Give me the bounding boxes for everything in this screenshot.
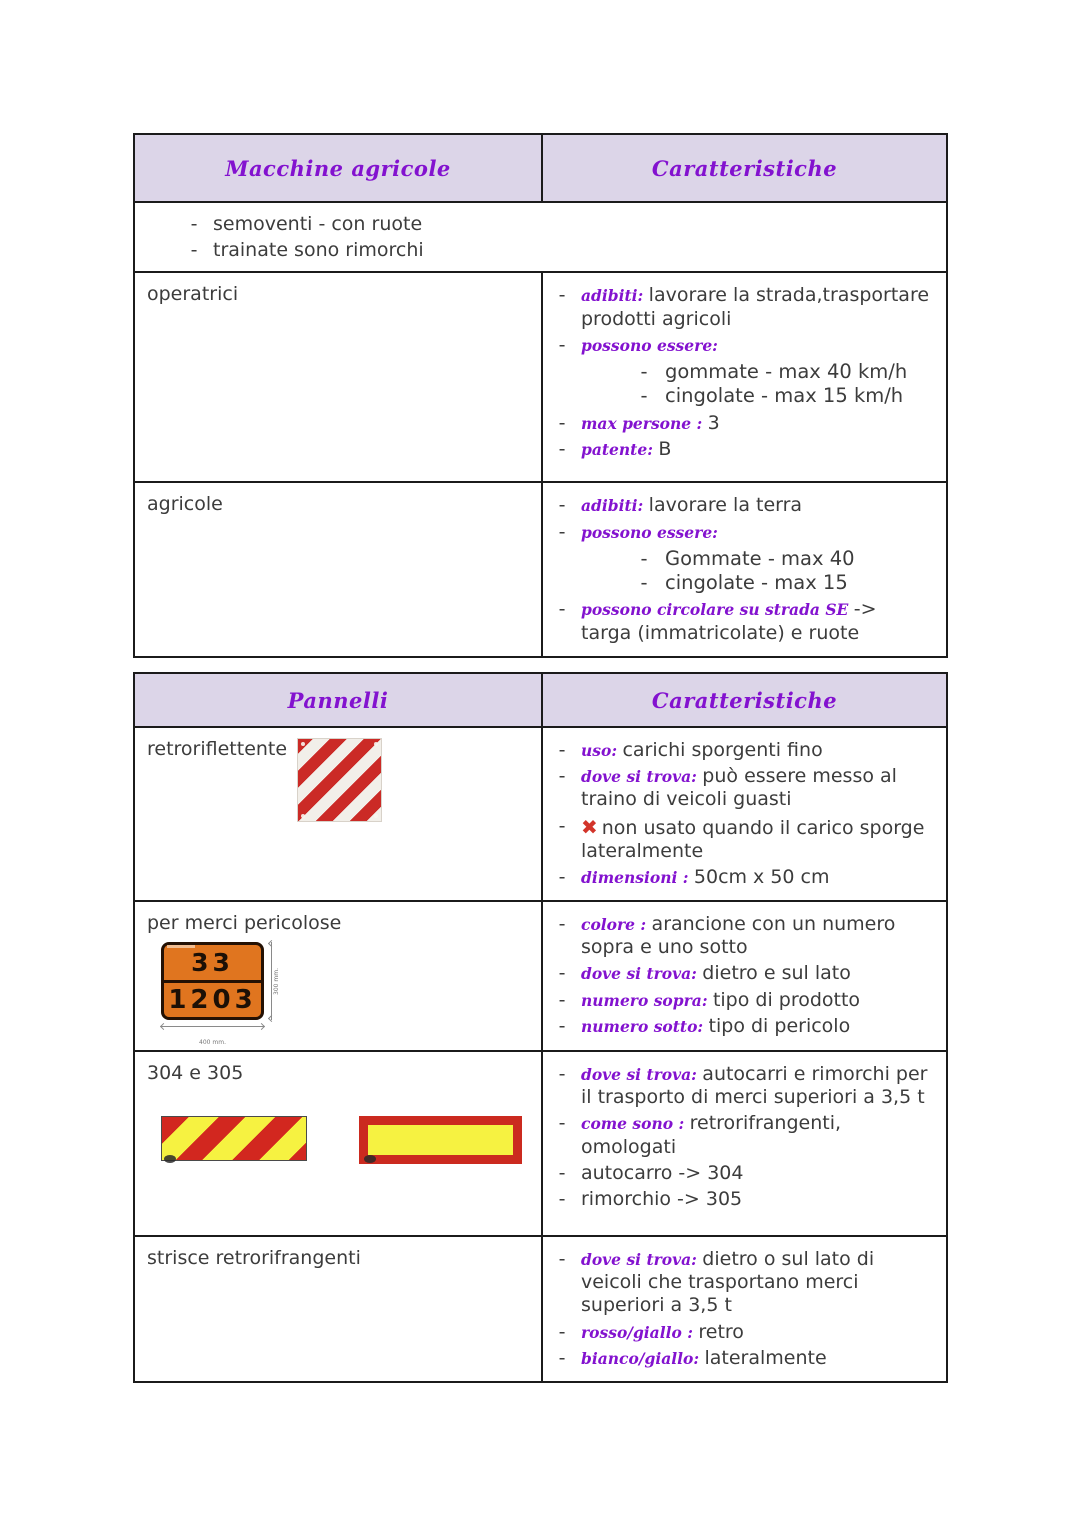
row-strisce-features <box>543 1237 946 1381</box>
feature-text: retro <box>698 1320 744 1343</box>
row-304-305-label: 304 e 305 <box>147 1062 244 1085</box>
feature-body <box>581 866 940 889</box>
row-operatrici <box>135 273 946 483</box>
feature-text: arancione con un numero sopra e uno sotto <box>581 913 896 959</box>
panel-304-striped <box>161 1116 307 1161</box>
adr-orange-panel-figure <box>161 942 291 1047</box>
row-strisce-label: strisce retrorifrangenti <box>135 1237 543 1381</box>
height-dimension-annotation: 300 mm. <box>271 942 285 1020</box>
feature-body <box>581 598 940 644</box>
feature-text: -> targa (immatricolate) e ruote <box>581 598 877 644</box>
feature-item <box>543 521 940 544</box>
feature-item <box>543 815 940 863</box>
feature-text: tipo di prodotto <box>712 988 861 1011</box>
feature-body <box>581 765 940 811</box>
row-304-305-left <box>135 1052 543 1235</box>
row-operatrici-label: operatrici <box>135 273 543 481</box>
feature-text: carichi sporgenti fino <box>622 739 823 761</box>
feature-text: lavorare la terra <box>648 494 803 517</box>
sub-feature-item <box>543 360 940 384</box>
table2-header-col1 <box>135 674 543 726</box>
feature-label: bianco/giallo: <box>581 1348 705 1368</box>
feature-item <box>543 1162 940 1185</box>
feature-body <box>581 412 940 435</box>
dash-marker: - <box>558 1320 566 1343</box>
feature-label: come sono : <box>581 1114 690 1134</box>
feature-body <box>581 1162 940 1185</box>
feature-text: tipo di pericolo <box>708 1014 851 1037</box>
dash-marker: - <box>558 1248 566 1271</box>
dash-marker: - <box>558 284 566 307</box>
feature-label: rosso/giallo : <box>581 1322 699 1342</box>
row-merci-pericolose-features <box>543 902 946 1050</box>
feature-body <box>581 494 940 517</box>
feature-text: può essere messo al traino di veicoli guasti <box>581 765 897 811</box>
feature-label: dove si trova: <box>581 767 703 787</box>
row-retroriflettente-label: retroriflettente <box>147 738 288 760</box>
row-merci-pericolose-left <box>135 902 543 1050</box>
feature-body <box>581 739 940 762</box>
span-row-list <box>175 212 946 262</box>
dash-marker: - <box>558 865 566 888</box>
feature-body <box>581 521 940 544</box>
dash-marker: - <box>558 962 566 985</box>
table1-caratteristiche-title: Caratteristiche <box>651 155 838 181</box>
watermark-dot <box>164 1155 176 1163</box>
feature-body <box>581 334 940 357</box>
feature-item <box>543 866 940 889</box>
table1-header-col1 <box>135 135 543 201</box>
feature-body <box>581 1188 940 1211</box>
sub-feature-text: Gommate - max 40 <box>665 546 855 570</box>
feature-body <box>581 989 940 1012</box>
panel-watermark <box>167 945 195 948</box>
feature-body <box>581 1015 940 1038</box>
dash-marker: - <box>190 213 198 235</box>
feature-label: adibiti: <box>581 496 649 516</box>
feature-text: trainate sono rimorchi <box>213 238 424 261</box>
feature-item <box>175 238 946 263</box>
strisce-feature-list <box>543 1248 940 1370</box>
red-white-striped-sign <box>297 738 382 822</box>
feature-label: adibiti: <box>581 286 649 306</box>
feature-body <box>581 913 940 959</box>
feature-label: dimensioni : <box>581 867 694 887</box>
sub-feature-text: cingolate - max 15 <box>665 571 848 595</box>
feature-item <box>543 1015 940 1038</box>
screw-hole-icon <box>301 742 305 746</box>
feature-text: non usato quando il carico sporge lateralmente <box>581 816 925 862</box>
dash-marker: - <box>558 437 566 460</box>
feature-sublist <box>543 360 940 409</box>
row-strisce <box>135 1237 946 1381</box>
feature-item <box>543 913 940 959</box>
dash-marker: - <box>640 571 648 595</box>
feature-item <box>543 598 940 644</box>
table2-header-row <box>135 674 946 728</box>
sub-feature-text: gommate - max 40 km/h <box>665 359 908 383</box>
dash-marker: - <box>558 739 566 761</box>
feature-body <box>213 212 946 237</box>
feature-text: lateralmente <box>704 1346 827 1369</box>
dash-marker: - <box>558 913 566 936</box>
feature-body <box>581 1347 940 1370</box>
adr-panel-bottom-number: 1203 <box>168 984 257 1015</box>
row-merci-pericolose <box>135 902 946 1052</box>
feature-text: autocarri e rimorchi per il trasporto di merci superiori a 3,5 t <box>581 1063 928 1109</box>
table2-caratteristiche-title: Caratteristiche <box>651 687 838 713</box>
feature-item <box>543 1321 940 1344</box>
adr-orange-panel <box>161 942 264 1020</box>
feature-text: B <box>658 437 672 460</box>
feature-item <box>543 1112 940 1158</box>
dash-marker: - <box>558 1161 566 1184</box>
feature-item <box>543 1188 940 1211</box>
feature-label: max persone : <box>581 413 708 433</box>
sub-feature-item <box>543 384 940 408</box>
feature-text: retrorifrangenti, omologati <box>581 1112 842 1158</box>
operatrici-feature-list <box>543 284 940 461</box>
feature-item <box>543 284 940 330</box>
feature-label: uso: <box>581 741 623 760</box>
merci-pericolose-feature-list <box>543 913 940 1038</box>
feature-label: dove si trova: <box>581 1065 703 1085</box>
row-retroriflettente-features <box>543 728 946 900</box>
dash-marker: - <box>190 238 198 261</box>
feature-text: 3 <box>707 411 720 434</box>
feature-label: numero sotto: <box>581 1016 709 1036</box>
retroriflettente-feature-list <box>543 739 940 889</box>
feature-item <box>543 739 940 762</box>
table1-span-row <box>135 203 946 273</box>
dash-marker: - <box>640 384 648 408</box>
row-agricole <box>135 483 946 655</box>
row-retroriflettente <box>135 728 946 902</box>
feature-text: dietro e sul lato <box>702 962 851 985</box>
dash-marker: - <box>640 546 648 570</box>
feature-text: rimorchio -> 305 <box>581 1187 743 1210</box>
dash-marker: - <box>558 1112 566 1135</box>
feature-item <box>543 1347 940 1370</box>
feature-item <box>543 412 940 435</box>
feature-item <box>543 962 940 985</box>
feature-body <box>581 1112 940 1158</box>
dash-marker: - <box>558 520 566 543</box>
sub-feature-text: cingolate - max 15 km/h <box>665 384 904 408</box>
feature-label: possono essere: <box>581 522 718 542</box>
dash-marker: - <box>558 814 566 837</box>
feature-body <box>581 284 940 330</box>
feature-text: 50cm x 50 cm <box>693 865 830 888</box>
dash-marker: - <box>558 333 566 356</box>
dash-marker: - <box>558 1014 566 1037</box>
feature-item <box>543 765 940 811</box>
panels-304-305-figure <box>161 1116 529 1164</box>
feature-text: dietro o sul lato di veicoli che trasportano merci superiori a 3,5 t <box>581 1248 875 1317</box>
feature-item <box>543 494 940 517</box>
row-retroriflettente-left <box>135 728 543 900</box>
feature-label: patente: <box>581 439 659 459</box>
dash-marker: - <box>558 494 566 517</box>
screw-hole-icon <box>374 814 378 818</box>
dash-marker: - <box>558 411 566 434</box>
feature-text: autocarro -> 304 <box>581 1161 744 1184</box>
table2-title: Pannelli <box>287 687 389 713</box>
table1-header-row <box>135 135 946 203</box>
feature-label: colore : <box>581 915 652 935</box>
feature-sublist <box>543 547 940 596</box>
feature-item <box>543 1248 940 1318</box>
dash-marker: - <box>558 1346 566 1369</box>
dash-marker: - <box>558 598 566 621</box>
screw-hole-icon <box>374 742 378 746</box>
dash-marker: - <box>558 765 566 788</box>
dash-marker: - <box>640 359 648 383</box>
sub-feature-item <box>543 571 940 595</box>
panel-305-bordered <box>359 1116 522 1164</box>
row-operatrici-features <box>543 273 946 481</box>
feature-body <box>581 1321 940 1344</box>
row-agricole-label: agricole <box>135 483 543 655</box>
table1-title: Macchine agricole <box>225 155 451 181</box>
feature-label: numero sopra: <box>581 990 713 1010</box>
feature-body <box>581 1248 940 1318</box>
feature-text: lavorare la strada,trasportare prodotti agricoli <box>581 284 930 330</box>
agricole-feature-list <box>543 494 940 644</box>
feature-item <box>543 438 940 461</box>
feature-text: semoventi - con ruote <box>213 213 423 235</box>
red-x-icon: ✖ <box>581 814 598 839</box>
feature-item <box>543 989 940 1012</box>
feature-item <box>175 212 946 237</box>
row-agricole-features <box>543 483 946 655</box>
feature-item <box>543 1063 940 1109</box>
feature-label: dove si trova: <box>581 964 703 984</box>
dash-marker: - <box>558 1187 566 1210</box>
feature-body <box>581 815 940 863</box>
feature-body <box>213 238 946 263</box>
feature-label: possono circolare su strada SE <box>581 600 854 620</box>
table1-header-col2 <box>543 135 946 201</box>
row-304-305-features <box>543 1052 946 1235</box>
dash-marker: - <box>558 1063 566 1086</box>
table-pannelli <box>133 672 948 1383</box>
adr-panel-top-number: 33 <box>164 945 261 983</box>
sub-feature-item <box>543 547 940 571</box>
feature-label: dove si trova: <box>581 1250 703 1270</box>
feature-body <box>581 962 940 985</box>
row-304-305 <box>135 1052 946 1237</box>
table2-header-col2 <box>543 674 946 726</box>
screw-hole-icon <box>301 814 305 818</box>
feature-body <box>581 438 940 461</box>
feature-label: possono essere: <box>581 335 718 355</box>
row-merci-pericolose-label: per merci pericolose <box>147 912 342 935</box>
panels-304-305-feature-list <box>543 1063 940 1211</box>
dash-marker: - <box>558 988 566 1011</box>
feature-body <box>581 1063 940 1109</box>
watermark-dot <box>364 1155 376 1163</box>
table-macchine-agricole <box>133 133 948 658</box>
width-dimension-annotation: 400 mm. <box>161 1026 264 1049</box>
feature-item <box>543 334 940 357</box>
